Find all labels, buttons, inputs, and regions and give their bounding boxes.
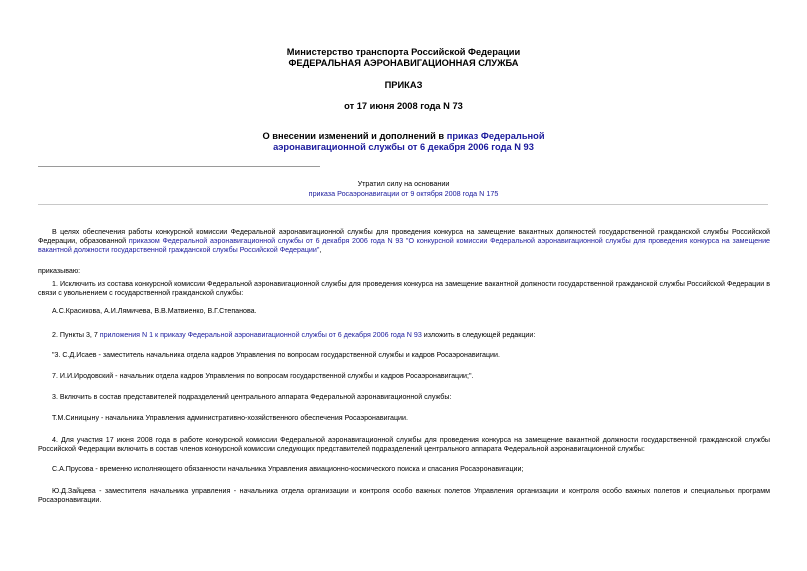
document-title (0, 131, 807, 153)
paragraph-item-1: 1. Исключить из состава конкурсной комиссии Федеральной аэронавигационной службы для проведения конкурса на замещение вакантной должности государственной гражданской службы Российской Федерации в связи с увольнением с государственной гражданской службы: (38, 280, 770, 298)
paragraph-point-7: 7. И.И.Иродовский - начальник отдела кадров Управления по вопросам государственной службы и кадров Росаэронавигации;". (52, 372, 474, 380)
title-link-line1[interactable]: приказ Федеральной (446, 131, 545, 141)
preamble-text: В целях обеспечения работы конкурсной комиссии Федеральной аэронавигационной службы для проведения конкурса на замещение вакантных должностей государственной гражданской службы Российской Федерации, образованной (38, 228, 770, 246)
document-date-number: от 17 июня 2008 года N 73 (344, 101, 463, 111)
paragraph-names-excluded: А.С.Красикова, А.И.Лямичева, В.В.Матвиенко, В.Г.Степанова. (52, 307, 257, 315)
separator-line-full (38, 204, 768, 205)
item-2-text: 2. Пункты 3, 7 (52, 331, 100, 339)
ministry-heading: Министерство транспорта Российской Федерации (286, 47, 521, 57)
paragraph-prusov: С.А.Прусова - временно исполняющего обязанности начальника Управления авиационно-космического поиска и спасания Росаэронавигации; (52, 465, 524, 473)
paragraph-preamble (38, 228, 770, 256)
status-note-link[interactable]: приказа Росаэронавигации от 9 октября 2008 года N 175 (308, 189, 499, 198)
paragraph-zaitsev: Ю.Д.Зайцева - заместителя начальника управления - начальника отдела организации и контроля особо важных полетов Управления организации и контроля особо важных полетов и специальных программ Росаэронавигации. (38, 487, 770, 505)
paragraph-item-2 (52, 331, 770, 340)
preamble-link[interactable]: приказом Федеральной аэронавигационной службы от 6 декабря 2006 года N 93 "О конкурсной комиссии Федеральной аэронавигационной службы для проведения конкурса на замещение вакантной должности государственной гражданской службы Российской Федерации" (38, 237, 771, 255)
paragraph-sinitsyna: Т.М.Синицыну - начальника Управления административно-хозяйственного обеспечения Росаэронавигации. (52, 414, 408, 422)
paragraph-point-3: "3. С.Д.Исаев - заместитель начальника отдела кадров Управления по вопросам государственной службы и кадров Росаэронавигации. (52, 351, 500, 359)
status-note: Утратил силу на основании (357, 179, 450, 188)
item-2-end: изложить в следующей редакции: (421, 331, 536, 339)
separator-line (38, 166, 320, 167)
agency-heading: ФЕДЕРАЛЬНАЯ АЭРОНАВИГАЦИОННАЯ СЛУЖБА (288, 58, 519, 68)
paragraph-item-3: 3. Включить в состав представителей подразделений центрального аппарата Федеральной аэронавигационной службы: (52, 393, 452, 401)
paragraph-order: приказываю: (38, 267, 81, 275)
paragraph-item-4: 4. Для участия 17 июня 2008 года в работе конкурсной комиссии Федеральной аэронавигационной службы для проведения конкурса на замещение вакантной должности государственной гражданской службы Российской Федерации включить в состав членов конкурсной комиссии следующих представителей подразделений центрального аппарата Федеральной аэронавигационной службы: (38, 436, 770, 454)
title-link-line2[interactable]: аэронавигационной службы от 6 декабря 2006 года N 93 (273, 142, 534, 152)
title-prefix: О внесении изменений и дополнений в (262, 131, 447, 141)
document-type: ПРИКАЗ (384, 80, 423, 90)
preamble-end: , (319, 246, 322, 255)
item-2-link[interactable]: приложения N 1 к приказу Федеральной аэронавигационной службы от 6 декабря 2006 года N 93 (99, 331, 422, 339)
